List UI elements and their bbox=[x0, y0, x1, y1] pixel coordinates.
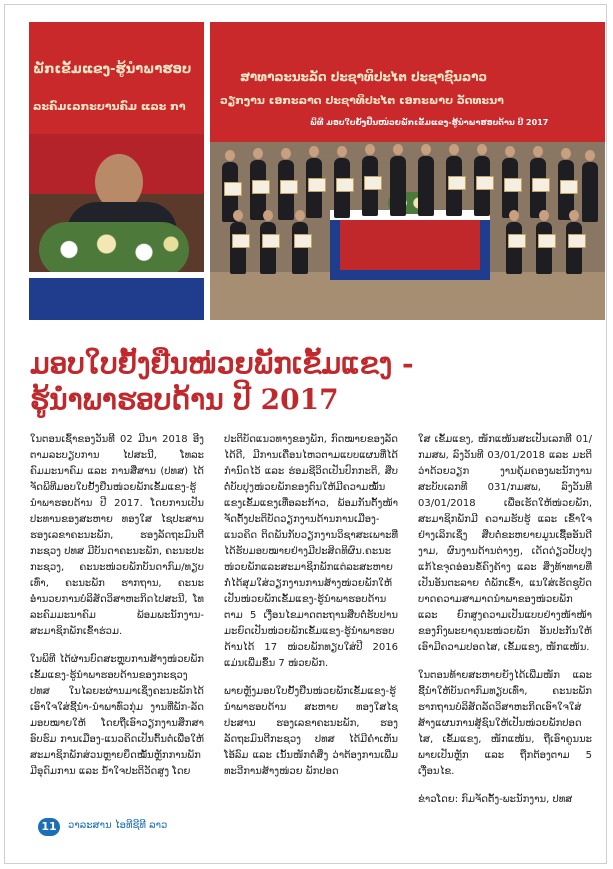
banner-text-line3: ພິທີ ມອບໃບຍັ້ງຢືນໜ່ວຍພັກເຂັ້ມແຂງ-ຮູ້ນຳພາຮອບດ້ານ ປີ 2017 bbox=[310, 118, 549, 127]
article-credit: ຂ່າວໂດຍ: ກົມຈັດຕັ້ງ-ພະນັກງານ, ປທສ bbox=[418, 794, 573, 805]
photo-banner bbox=[29, 22, 204, 134]
group-photo bbox=[210, 22, 605, 320]
article-paragraph: ໃນຕອນທ້າຍສະຫາຍຍັງໄດ້ເພີ່ມໜັກ ແລະ ຊີ້ນຳໃຫ້ບັນດາກົມທຽບເທົ່າ, ຄະນະພັກຮາກຖານບໍລິສັດລັດວິສາຫະກິດເອົາໃຈໃສ່ສ້າງແຜນການສູ້ຊົນໃຫ້ເປັນໜ່ວຍພັກປອດໄສ, ເຂັ້ມແຂງ, ໜັກແໜ້ນ, ຖືເອົາຄູນນະພາຍເປັນຫຼັກ ແລະ ຖືກຕ້ອງຕາມ 5 ເງື່ອນໄຂ. bbox=[418, 670, 592, 777]
article-body bbox=[30, 432, 592, 822]
article-column-1 bbox=[30, 432, 204, 792]
article-paragraph: ໃສ ເຂັ້ມແຂງ, ໜັກແໜ້ນສະເປັນເລກທີ 01/ກມສພ, ລົງວັນທີ 03/01/2018 ແລະ ມະຕິວ່າດ້ວຍວຽກ ງານຄຸ້ມຄອງພະນັກງານ ສະບັບເລກທີ 031/ກມສພ, ລົງວັນທີ 03/01/2018 ເພື່ອເຮັດໃຫ້ໜ່ວຍພັກ, ສະມາຊິກພັກມີ ຄວາມຮັບຮູ້ ແລະ ເຂົ້າໃຈຢ່າງເລິກເຊິ່ງ ສືບຕໍ່ຂະຫຍາຍມູນເຊື້ອອັນດີງາມ, ຜົນງານດ້ານຕ່າງໆ, ເດັດດ່ຽວປັບປຸງແກ້ໄຂຈຸດອ່ອນຂໍ້ຄົງຄ້າງ ແລະ ສິ່ງທ້າທາຍທີ່ເປັນອັນຕະລາຍ ຕໍ່ພັກເຂົ້າ, ແນໃສ່ເຮັດຊູບັດບາດຄວາມສາມາດນຳພາຂອງໜ່ວຍພັກ ແລະ ຍົກສູງຄວາມເປັນແບບຢ່າງໜ້າໜ້າຂອງກົງພະຍາຄຸນະໜ່ວຍພັກ ອັນປະກັນໃຫ້ເອົາມີຄວາມປອດໄສ, ເຂັ້ມແຂງ, ໜັກແໜ້ນ. bbox=[418, 434, 592, 653]
flower-arrangement bbox=[39, 222, 189, 277]
publication-name: ວາລະສານ ໄອທີຊີທີ ລາວ bbox=[68, 820, 168, 831]
article-column-3 bbox=[418, 432, 592, 820]
article-paragraph: ໃນພິທີ ໄດ້ຜ່ານບົດສະຫຼຸບການສ້າງໜ່ວຍພັກເຂັ້ມແຂງ-ຮູ້ນຳພາຮອບດ້ານຂອງກະຊວງປທສ ໃນໄລຍະຜ່ານມາເຊິ່ງຄະນະພັກໄດ້ເອົາໃຈໃສ່ຊີ້ນຳ-ນຳພາທົ່ວກຸ່ມ ງານທີ່ພັກ-ລັດມອບໝາຍໃຫ້ ໂດຍຖືເອົາວຽກງານສຶກສາອົບຮົມ ການເມືອງ-ແນວຄິດເປັນຕົ້ນຕໍເພື່ອໃຫ້ ສະມາຊິກພັກສ່ວນຫຼາຍຍຶດໝັ້ນຫຼັກການພັກ ມີອຸດົມການ ແລະ ນໍ້າໃຈປະຕິວັດສູງ ໂດຍ bbox=[30, 654, 204, 777]
article-paragraph: ໃນຕອນເຊົ້າຂອງວັນທີ 02 ມີນາ 2018 ອີງຕາມລະບຽບການ ໄປສະນີ, ໂທລະຄົມມະນາຄົມ ແລະ ການສື່ສານ (ປທສ) ໄດ້ຈັດພິທີມອບໃບຢັ້ງຢືນໜ່ວຍພັກເຂັ້ມແຂງ-ຮູ້ນຳພາຮອບດ້ານ ປີ 2017. ໂດຍການເປັນປະທານຂອງສະຫາຍ ທອງໃສ ໄຊປະສານ ຮອງເລຂາຄະນະພັກ, ຮອງລັດຖະມົນຕີກະຊວງ ປທສ ມີບັນດາຄະນະພັກ, ຄະນະປະກະຊວງ, ຄະນະໜ່ວຍພັກບັນດາກົມ/ທຽບເທົ່າ, ຄະນະພັກ ຮາກຖານ, ຄະນະອຳນວຍການບໍລິສັດວິສາຫະກິດໄປສະນີ, ໂທລະຄົມມະນາຄົມ ພ້ອມພະນັກງານ-ສະມາຊິກພັກເຂົ້າຮ່ວມ. bbox=[30, 434, 204, 637]
headline-line-1: ມອບໃບຢັ້ງຢືນໜ່ວຍພັກເຂັ້ມແຂງ - bbox=[30, 347, 414, 380]
article-paragraph: ພາຍຫຼັງມອບໃບຢັ້ງຢືນໜ່ວຍພັກເຂັ້ມແຂງ-ຮູ້ນຳພາຮອບດ້ານ ສະຫາຍ ທອງໃສໄຊປະສານ ຮອງເລຂາຄະນະພັກ, ຮອງລັດຖະມົນຕີກະຊວງ ປທສ ໄດ້ມີຄຳເຫັນໂອ້ລົມ ແລະ ເນັ້ນໜັກຕໍ່ສິ່ງ ວ່າຕ້ອງການເພີ່ມທະວີການສ້າງໜ່ວຍ ພັກປອດ bbox=[224, 686, 398, 777]
page-footer bbox=[38, 818, 238, 838]
article-paragraph: ປະຕິບັດແນວທາງຂອງພັກ, ກົດໝາຍຂອງລັດໄດ້ດີ, ມີການເຄື່ອນໄຫວຕາມແບບແຜນທີ່ໄດ້ກຳນົດໄວ້ ແລະ ຮ່ອມຊີວິດເປັນປົກກະຕິ, ສືບຕໍ່ບັບປຸງໜ່ວຍພັກຂອງຕົນໃຫ້ມີຄວາມໝັ້ນແຂງເຂັ້ມແຂງເທື່ອລະກ້າວ, ພ້ອມກັນຕັ້ງໜ້າຈັດຕັ້ງປະຕິບັດວຽກງານດ້ານການເມືອງ-ແນວຄິດ ຕິດພັນກັບວຽກງານວິຊາສະເພາະທີ່ໄດ້ຮັບມອບໝາຍຢ່າງມີປະສິດທິຜົນ.ຄະນະໜ່ວຍພັກແລະສະມາຊິກພັກແຕ່ລະສະຫາຍກໍ່ໄດ້ສຸມໃສ່ວຽກງານການສ້າງໜ່ວຍພັກໃຫ້ເປັນໜ່ວຍພັກເຂັ້ມແຂງ-ຮູ້ນຳພາຮອບດ້ານຕາມ 5 ເງື່ອນໄຂມາດຕະຖານສືບຕໍ່ຮັບປານມະຍົດເປັນໜ່ວຍພັກເຂັ້ມແຂງ-ຮູ້ນຳພາຮອບດ້ານໄດ້ 17 ໜ່ວຍພັກທຽບໃສ່ປີ 2016 ແມ່ນເພີ່ມຂຶ້ນ 7 ໜ່ວຍພັກ. bbox=[224, 434, 398, 669]
banner-text-line1: ພັກເຂັ້ມແຂງ-ຮູ້ນຳພາຮອບ bbox=[33, 62, 192, 77]
article-column-2 bbox=[224, 432, 398, 792]
photo-banner bbox=[210, 22, 605, 142]
headline-line-2: ຮູ້ນຳພາຮອບດ້ານ ປີ 2017 bbox=[30, 383, 339, 416]
speaker-photo bbox=[29, 22, 204, 320]
banner-text-line1: ສາທາລະນະລັດ ປະຊາທິປະໄຕ ປະຊາຊົນລາວ bbox=[240, 70, 488, 84]
article-headline bbox=[30, 346, 590, 418]
podium bbox=[29, 272, 204, 320]
banner-text-line2: ວຽກງານ ເອກະລາດ ປະຊາທິປະໄຕ ເອກະພາບ ວັດທະນາ bbox=[220, 94, 504, 107]
banner-text-line2: ລະຄົມເລກະບານຄົມ ແລະ ກາ bbox=[33, 100, 186, 113]
page-number: 11 bbox=[38, 818, 60, 836]
